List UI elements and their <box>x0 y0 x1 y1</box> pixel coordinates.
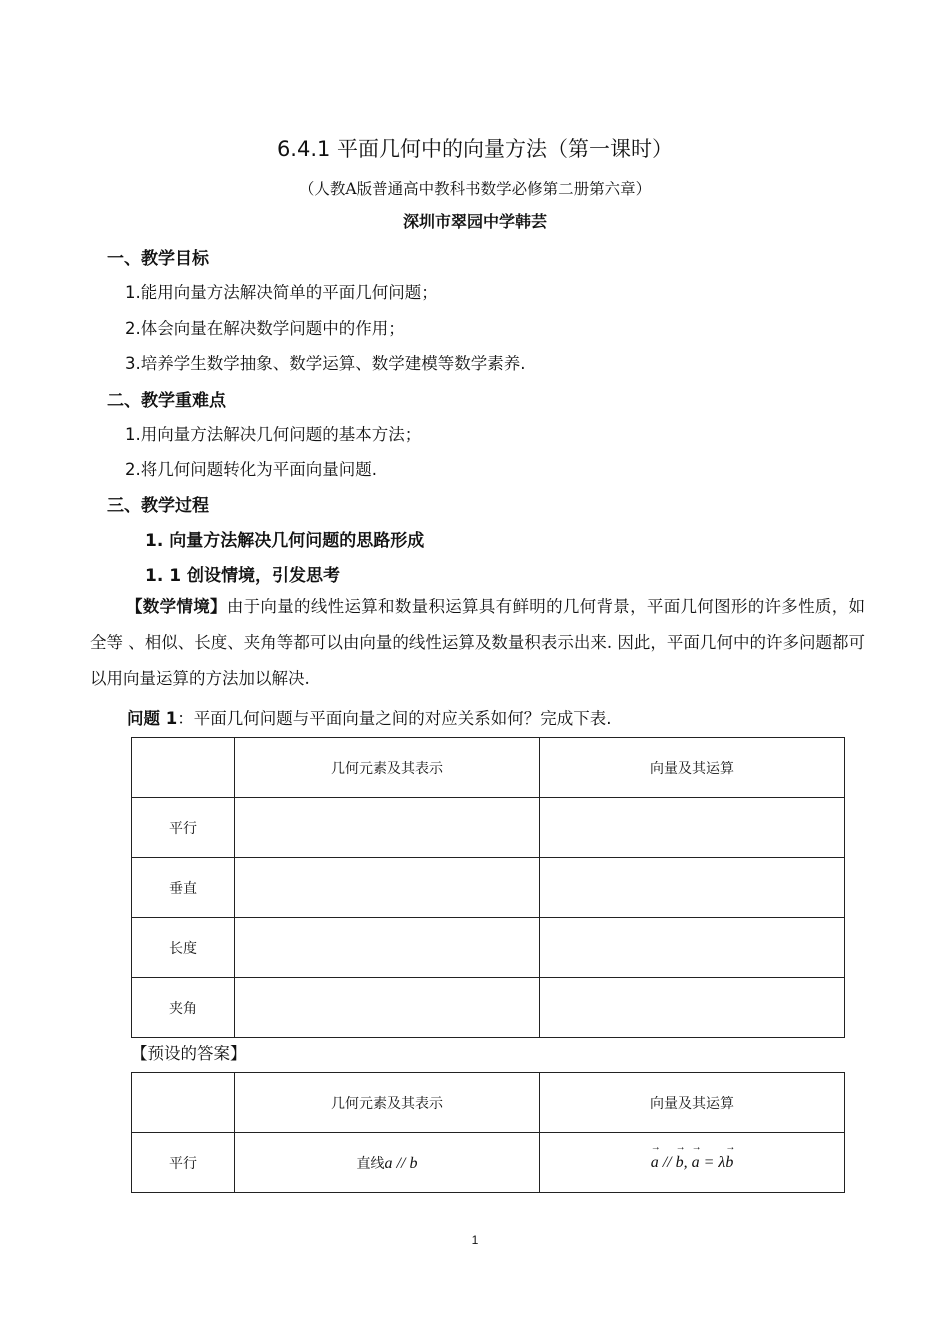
blank-cell[interactable] <box>235 978 540 1038</box>
question-text: ：平面几何问题与平面向量之间的对应关系如何？完成下表. <box>177 709 612 728</box>
goal-item: 1.能用向量方法解决简单的平面几何问题； <box>125 283 438 302</box>
table-header-cell: 几何元素及其表示 <box>235 738 540 798</box>
blank-cell[interactable] <box>540 978 845 1038</box>
vector-cell <box>540 1133 845 1193</box>
table-row <box>132 918 845 978</box>
table-header-cell: 向量及其运算 <box>540 1073 845 1133</box>
table-header-cell <box>132 1073 235 1133</box>
row-label: 长度 <box>132 918 235 978</box>
subsection-heading: 1. 1 创设情境，引发思考 <box>145 566 340 586</box>
situation-paragraph <box>90 589 865 697</box>
table-row <box>132 1133 845 1193</box>
equals-symbol: = <box>699 1153 719 1171</box>
table-header-cell: 向量及其运算 <box>540 738 845 798</box>
parallel-symbol: // <box>392 1154 410 1172</box>
table-row <box>132 978 845 1038</box>
row-label: 夹角 <box>132 978 235 1038</box>
section-heading-process: 三、教学过程 <box>107 496 209 516</box>
row-label: 平行 <box>132 798 235 858</box>
parallel-symbol: // <box>658 1153 676 1171</box>
keypoint-item: 2.将几何问题转化为平面向量问题. <box>125 460 377 479</box>
goal-item: 3.培养学生数学抽象、数学运算、数学建模等数学素养. <box>125 354 526 373</box>
blank-cell[interactable] <box>235 858 540 918</box>
math-a: a <box>384 1154 393 1172</box>
blank-cell[interactable] <box>540 858 845 918</box>
situation-text: 由于向量的线性运算和数量积运算具有鲜明的几何背景，平面几何图形的许多性质，如全等 、相似、长度、夹角等都可以由向量的线性运算及数量积表示出来. 因此，平面几何中的许多问题都可以用向量运算的方法加以解决. <box>90 597 866 688</box>
table-row <box>132 858 845 918</box>
keypoint-item: 1.用向量方法解决几何问题的基本方法； <box>125 425 422 444</box>
answer-table <box>131 1072 845 1193</box>
blank-cell[interactable] <box>540 798 845 858</box>
table-header-cell <box>132 738 235 798</box>
section-heading-goals: 一、教学目标 <box>107 249 209 269</box>
question-label: 问题 1 <box>127 709 178 728</box>
blank-cell[interactable] <box>235 798 540 858</box>
math-b: b <box>409 1154 418 1172</box>
geometry-cell <box>235 1133 540 1193</box>
vector-b: → b <box>725 1154 733 1172</box>
correspondence-table <box>131 737 845 1038</box>
blank-cell[interactable] <box>235 918 540 978</box>
lambda-symbol: λ <box>718 1153 726 1171</box>
table-row <box>132 798 845 858</box>
geo-prefix: 直线 <box>356 1155 385 1172</box>
row-label: 垂直 <box>132 858 235 918</box>
row-label: 平行 <box>132 1133 235 1193</box>
vector-a: → a <box>692 1154 700 1172</box>
situation-label: 【数学情境】 <box>126 597 227 616</box>
separator: , <box>683 1153 692 1171</box>
section-heading-keypoints: 二、教学重难点 <box>107 391 226 411</box>
blank-cell[interactable] <box>540 918 845 978</box>
vector-b: → b <box>676 1154 684 1172</box>
subsection-heading: 1. 向量方法解决几何问题的思路形成 <box>145 531 425 551</box>
question-line <box>127 705 611 729</box>
answer-label: 【预设的答案】 <box>131 1044 247 1063</box>
page-number: 1 <box>471 1233 479 1247</box>
page-subtitle: （人教A版普通高中教科书数学必修第二册第六章） <box>298 180 652 198</box>
vector-a: → a <box>651 1154 659 1172</box>
table-header-cell: 几何元素及其表示 <box>235 1073 540 1133</box>
goal-item: 2.体会向量在解决数学问题中的作用； <box>125 319 405 338</box>
author-line: 深圳市翠园中学韩芸 <box>402 212 547 231</box>
page-title: 6.4.1 平面几何中的向量方法（第一课时） <box>276 137 674 161</box>
